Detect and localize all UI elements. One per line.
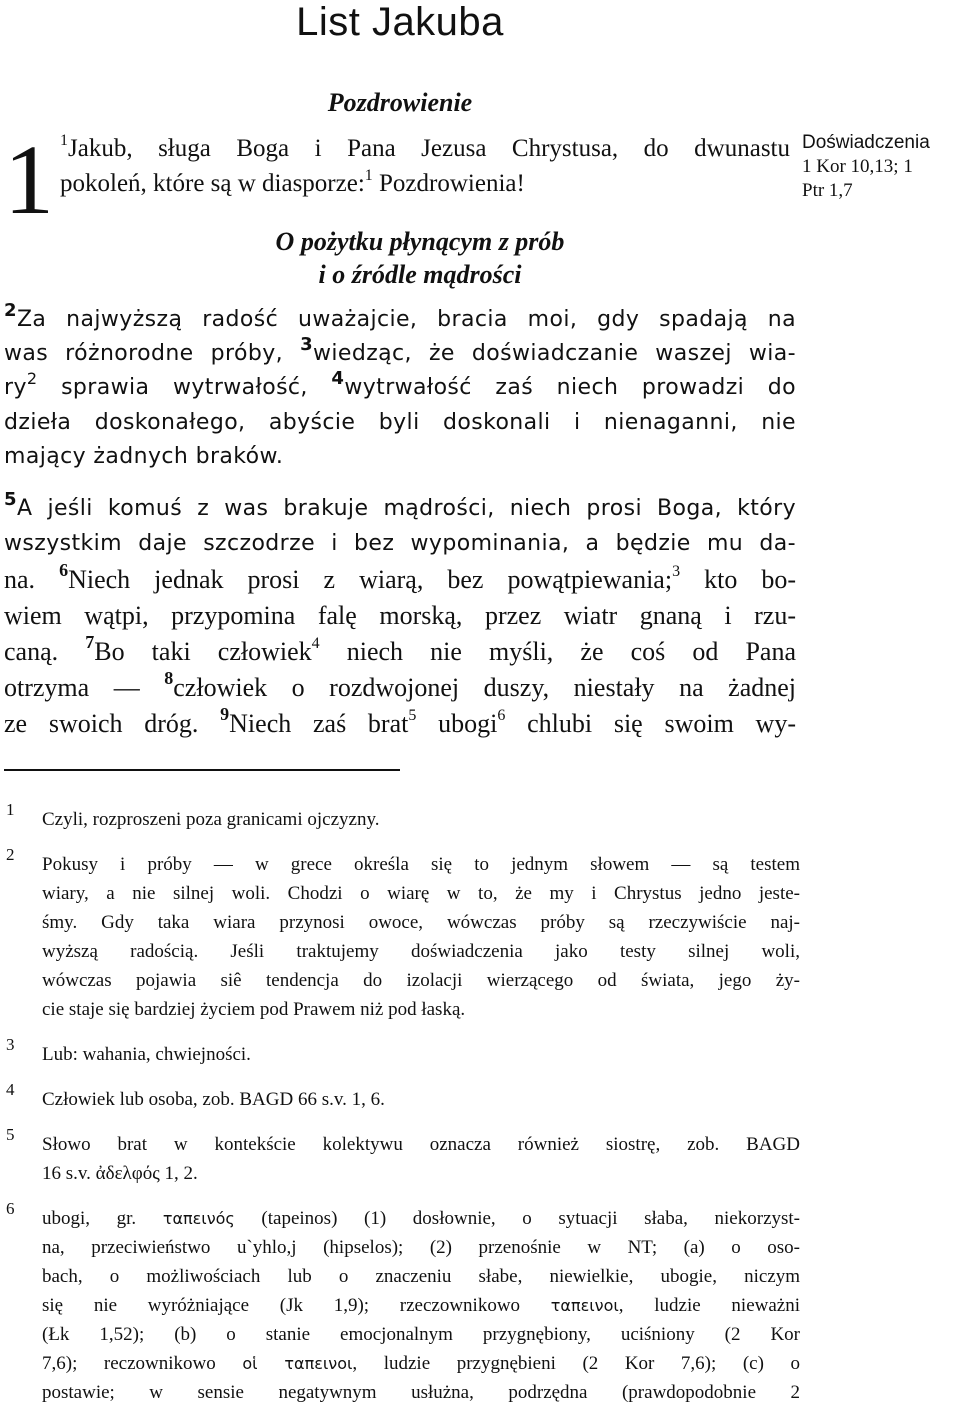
text-span: kto bo- [680,565,797,594]
verse-1-paragraph [60,131,790,201]
text-line [42,1378,800,1407]
footnote-divider [4,769,400,771]
footnote-number: 4 [6,1080,15,1099]
text-line: Czyli, rozproszeni poza granicami ojczyzny. [42,809,380,830]
text-span: , ludzie nieważni [618,1295,800,1316]
text-span: sprawia wytrwałość, [37,375,332,401]
text-span: otrzyma — [4,673,165,702]
section-heading-greeting [0,86,800,119]
margin-cross-reference [802,131,960,203]
section-heading-trials [40,225,800,291]
text-line: Pokusy i próby — w grece określa się to jednym słowem — są testem [42,854,800,875]
text-line [4,299,796,337]
verse-number: 4 [331,368,345,390]
text-line: Lub: wahania, chwiejności. [42,1044,251,1065]
text-span: bach, o możliwościach lub o znaczeniu słabe, niewielkie, ubogie, niczym [42,1266,800,1287]
footnote-number: 1 [6,800,15,819]
text-line: śmy. Gdy taka wiara przynosi owoce, wówczas próby są rzeczywiście naj- [42,912,800,933]
verse-number: 7 [85,632,95,653]
text-span: Bo taki człowiek [94,637,312,666]
text-line [60,166,790,201]
text-line: 16 s.v. ἀδελφός 1, 2. [42,1163,198,1184]
footnote-item [0,1035,800,1069]
footnote-item [0,1125,800,1188]
chapter-number: 1 [4,124,54,235]
text-span: się nie wyróżniające (Jk 1,9); rzeczownikowo [42,1295,551,1316]
greek-word: οἱ ταπεινοι [242,1354,353,1373]
text-line: Człowiek lub osoba, zob. BAGD 66 s.v. 1, 6. [42,1089,385,1110]
text-span: ry [4,375,27,401]
text-span: niech nie myśli, że coś od Pana [319,637,796,666]
book-title: List Jakuba [296,0,504,44]
footnote-ref[interactable]: 4 [311,635,320,653]
text-line [4,634,796,670]
footnote-item [0,1080,800,1114]
footnote-number: 5 [6,1125,15,1144]
text-line [4,488,796,526]
footnotes [0,800,801,1407]
footnote-number: 6 [6,1199,15,1218]
text-span: dzieła doskonałego, abyście byli doskonali i nienaganni, nie [4,409,796,435]
verse-number: 5 [4,488,17,510]
text-span: postawie; w sensie negatywnym usłużna, podrzędna (prawdopodobnie 2 [42,1382,800,1403]
text-span: wiem wątpi, przypomina falę morską, przez wiatr gnaną i rzu- [4,601,796,630]
margin-note-refs-2: Ptr 1,7 [802,180,853,201]
verse-number: 2 [4,299,17,321]
footnote-number: 2 [6,845,15,864]
margin-note-refs-1: 1 Kor 10,13; 1 [802,156,913,177]
verse-number: 3 [300,333,314,355]
text-span: (Łk 1,52); (b) o stanie emocjonalnym przygnębiony, uciśniony (2 Kor [42,1324,800,1345]
text-span: ze swoich dróg. [4,709,221,738]
footnote-item [0,1199,801,1407]
text-span: człowiek o rozdwojonej duszy, niestały na żadnej [173,673,797,702]
verse-number: 1 [60,131,68,149]
text-span: wytrwałość zaś niech prowadzi do [344,375,796,401]
text-line [4,670,796,706]
text-line: wyższą radością. Jeśli traktujemy doświadczenia jako testy silnej woli, [42,941,800,962]
verse-number: 6 [59,560,69,581]
footnote-ref[interactable]: 2 [26,369,38,389]
text-span: pokoleń, które są w diasporze: [60,170,365,197]
heading-line: O pożytku płynącym z prób [275,227,565,256]
text-line [4,333,797,371]
text-line [4,406,796,440]
text-line [42,1233,800,1262]
text-span: , ludzie przygnębieni (2 Kor 7,6); (c) o [352,1353,800,1374]
text-span: mający żadnych braków. [4,443,284,469]
text-span: Jakub, sługa Boga i Pana Jezusa Chrystusa, do dwunastu [68,135,790,162]
text-span: Za najwyższą radość uważajcie, bracia moi, gdy spadają na [16,307,796,332]
text-line [4,706,796,742]
text-span: A jeśli komuś z was brakuje mądrości, niech prosi Boga, który [16,496,796,521]
margin-note-title: Doświadczenia [802,132,930,153]
text-span: caną. [4,637,86,666]
text-span: 7,6); reczownikowo [42,1353,243,1374]
heading-text: Pozdrowienie [327,88,473,117]
text-span: na, przeciwieństwo u`yhlo,j (hipselos); (2) przenośnie w NT; (a) o oso- [42,1237,800,1258]
text-line [60,131,790,166]
text-line [4,562,796,598]
text-span: chlubi się swoim wy- [505,709,796,738]
text-line [4,526,796,561]
text-span: wszystkim daje szczodrze i bez wypominania, a będzie mu da- [4,531,796,556]
verse-number: 9 [220,704,230,725]
text-line: Słowo brat w kontekście kolektywu oznacza również siostrę, zob. BAGD [42,1134,800,1155]
text-line [42,1262,800,1291]
text-line [42,1349,800,1378]
text-line [4,440,796,474]
text-span: was różnorodne próby, [4,341,301,367]
text-line: cie staje się bardziej życiem pod Prawem niż pod łaską. [42,999,466,1020]
heading-line: i o źródle mądrości [318,260,522,289]
footnote-ref[interactable]: 1 [364,166,373,184]
text-span: ubogi, gr. [42,1208,163,1229]
text-span: Pozdrowienia! [372,170,525,197]
greek-word: ταπεινός [162,1209,235,1228]
text-span: (tapeinos) (1) dosłownie, o sytuacji słaba, niekorzyst- [234,1208,801,1229]
text-span: wiedząc, że doświadczanie waszej wia- [313,341,797,367]
text-line [42,1291,800,1320]
text-span: Niech zaś brat [229,709,409,738]
text-span: Niech jednak prosi z wiarą, bez powątpiewania; [68,565,673,594]
verse-number: 8 [164,668,174,689]
greek-word: ταπεινοι [550,1296,619,1315]
text-span: na. [4,565,60,594]
verse-5-paragraph [4,488,796,561]
footnote-number: 3 [6,1035,15,1054]
text-line [42,1320,800,1349]
verses-6-9-paragraph [4,562,796,742]
footnote-ref[interactable]: 5 [408,707,417,725]
footnote-ref[interactable]: 6 [497,707,506,725]
text-line: wiary, a nie silnej woli. Chodzi o wiarę w to, że my i Chrystus jedno jeste- [42,883,800,904]
verses-2-4-paragraph [4,299,797,474]
text-line [4,598,796,634]
footnote-list [0,800,800,1188]
footnote-item [0,845,800,1024]
text-span: ubogi [416,709,498,738]
text-line [42,1204,800,1233]
footnote-ref[interactable]: 3 [672,563,681,581]
text-line [4,368,796,405]
text-line: wówczas pojawia siê tendencja do izolacji wierzącego od świata, jego ży- [42,970,800,991]
footnote-item [0,800,800,834]
